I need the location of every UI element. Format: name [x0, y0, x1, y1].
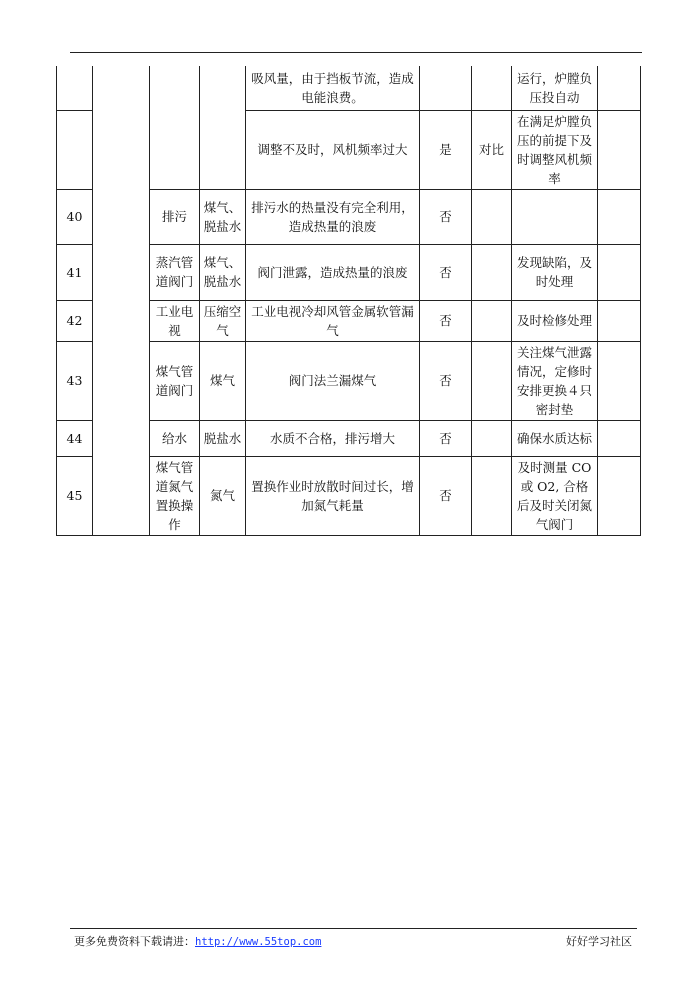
- remark: [598, 456, 641, 535]
- flag: 否: [420, 420, 472, 456]
- measure: 在满足炉膛负压的前提下及时调整风机频率: [512, 110, 598, 189]
- measure: 确保水质达标: [512, 420, 598, 456]
- medium: 氮气: [200, 456, 246, 535]
- row-number: 43: [57, 341, 93, 420]
- method: [472, 420, 512, 456]
- medium: [200, 66, 246, 189]
- method: [472, 341, 512, 420]
- medium: 煤气: [200, 341, 246, 420]
- measure: 关注煤气泄露情况，定修时安排更换４只密封垫: [512, 341, 598, 420]
- remark: [598, 66, 641, 110]
- method: [472, 189, 512, 244]
- measure: 及时检修处理: [512, 300, 598, 341]
- equipment-name: [150, 66, 200, 189]
- waste-description: 工业电视冷却风管金属软管漏气: [246, 300, 420, 341]
- remark: [598, 341, 641, 420]
- remark: [598, 189, 641, 244]
- waste-description: 调整不及时，风机频率过大: [246, 110, 420, 189]
- remark: [598, 244, 641, 300]
- remark: [598, 300, 641, 341]
- waste-description: 阀门法兰漏煤气: [246, 341, 420, 420]
- method: [472, 300, 512, 341]
- row-number: [57, 110, 93, 189]
- flag: 否: [420, 300, 472, 341]
- footer-community-text: 好好学习社区: [566, 935, 632, 948]
- row-number: 42: [57, 300, 93, 341]
- waste-description: 阀门泄露，造成热量的浪废: [246, 244, 420, 300]
- footer-download-text: 更多免费资料下载请进：: [74, 935, 195, 948]
- equipment-name: 给水: [150, 420, 200, 456]
- footer-left: [74, 933, 321, 949]
- medium: 压缩空气: [200, 300, 246, 341]
- remark: [598, 420, 641, 456]
- remark: [598, 110, 641, 189]
- equipment-name: 煤气管道阀门: [150, 341, 200, 420]
- row-number: 40: [57, 189, 93, 244]
- table-row: [57, 66, 641, 110]
- header-rule: [70, 52, 642, 53]
- row-number: 45: [57, 456, 93, 535]
- equipment-name: 工业电视: [150, 300, 200, 341]
- flag: 否: [420, 244, 472, 300]
- row-number: [57, 66, 93, 110]
- row-number: 44: [57, 420, 93, 456]
- measure: 发现缺陷，及时处理: [512, 244, 598, 300]
- equipment-name: 煤气管道氮气置换操作: [150, 456, 200, 535]
- footer-rule: [70, 928, 637, 929]
- equipment-name: 蒸汽管道阀门: [150, 244, 200, 300]
- footer-link[interactable]: http://www.55top.com: [195, 936, 322, 948]
- energy-waste-table: [56, 66, 641, 536]
- waste-description: 水质不合格，排污增大: [246, 420, 420, 456]
- medium: 煤气、脱盐水: [200, 244, 246, 300]
- method: [472, 456, 512, 535]
- measure: 运行，炉膛负压投自动: [512, 66, 598, 110]
- medium: 煤气、脱盐水: [200, 189, 246, 244]
- flag: 否: [420, 456, 472, 535]
- medium: 脱盐水: [200, 420, 246, 456]
- category-column: [93, 66, 150, 535]
- equipment-name: 排污: [150, 189, 200, 244]
- waste-description: 排污水的热量没有完全利用，造成热量的浪废: [246, 189, 420, 244]
- method: [472, 66, 512, 110]
- method: [472, 244, 512, 300]
- waste-description: 置换作业时放散时间过长，增加氮气耗量: [246, 456, 420, 535]
- flag: 否: [420, 341, 472, 420]
- flag: 否: [420, 189, 472, 244]
- flag: 是: [420, 110, 472, 189]
- measure: 及时测量 CO 或 O2, 合格后及时关闭氮气阀门: [512, 456, 598, 535]
- method: 对比: [472, 110, 512, 189]
- row-number: 41: [57, 244, 93, 300]
- flag: [420, 66, 472, 110]
- waste-description: 吸风量，由于挡板节流，造成电能浪费。: [246, 66, 420, 110]
- measure: [512, 189, 598, 244]
